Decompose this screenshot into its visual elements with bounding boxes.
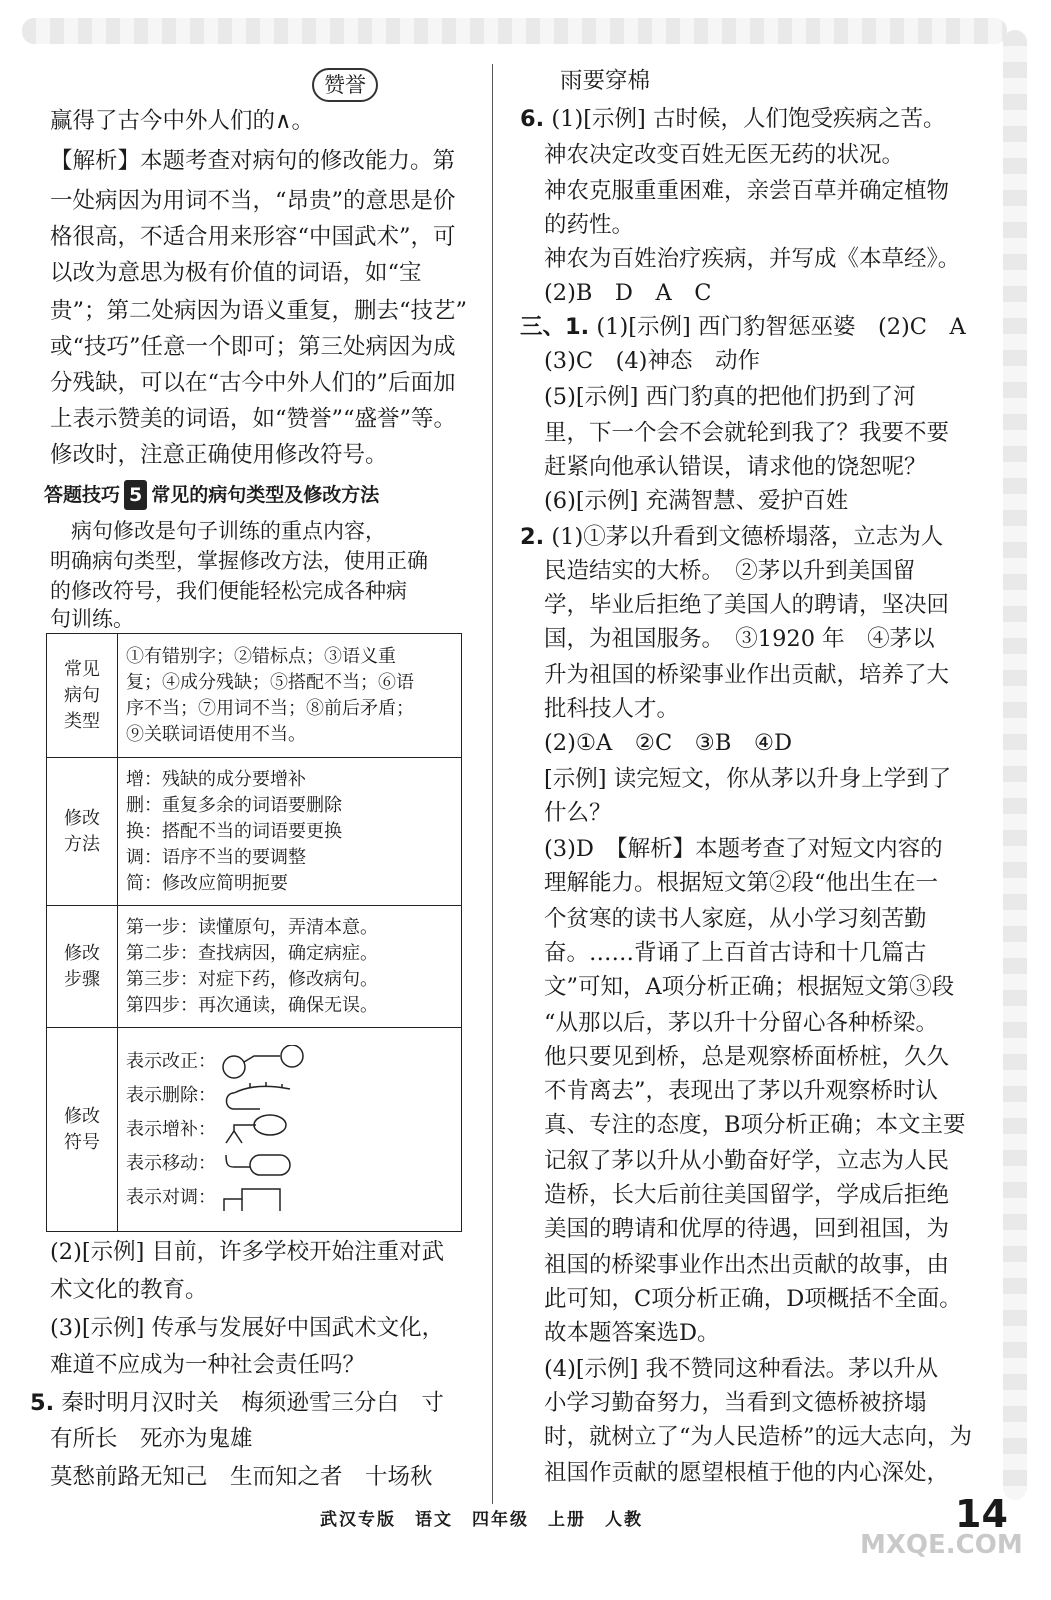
left-line: (2)[示例] 目前，许多学校开始注重对武 <box>50 1239 445 1265</box>
page-footer: 武汉专版 语文 四年级 上册 人教 <box>320 1510 643 1530</box>
right-line: “从那以后，茅以升十分留心各种桥梁。 <box>544 1010 939 1036</box>
left-line: 以改为意思为极有价值的词语，如“宝 <box>50 260 422 286</box>
watermark: MXQE.COM <box>860 1530 1023 1560</box>
left-line: 一处病因为用词不当，“昂贵”的意思是价 <box>50 188 456 214</box>
table-row <box>47 758 462 906</box>
right-line: (2)①A ②C ③B ④D <box>544 730 793 756</box>
left-line: 术文化的教育。 <box>50 1277 208 1303</box>
left-line: 贵”；第二处病因为语义重复，删去“技艺” <box>50 298 468 324</box>
right-line: 祖国的桥梁事业作出杰出贡献的故事，由 <box>544 1252 950 1278</box>
sentence-error-types: ①有错别字；②错标点；③语义重 复；④成分残缺；⑤搭配不当；⑥语 序不当；⑦用词不当；⑧前后矛盾； ⑨关联词语使用不当。 <box>118 634 462 758</box>
revision-steps: 第一步：读懂原句，弄清本意。 第二步：查找病因，确定病症。 第三步：对症下药，修改病句。 第四步：再次通读，确保无误。 <box>118 906 462 1028</box>
right-line: (4)[示例] 我不赞同这种看法。茅以升从 <box>544 1356 939 1382</box>
swap-symbol-icon <box>220 1181 330 1215</box>
revision-symbols <box>118 1028 462 1232</box>
tip-prefix: 答题技巧 <box>44 484 121 506</box>
page-number: 14 <box>955 1492 1008 1536</box>
question-number: 5. <box>30 1390 55 1416</box>
question-6: 6. (1)[示例] 古时候，人们饱受疾病之苦。 <box>520 106 946 132</box>
right-line: (5)[示例] 西门豹真的把他们扔到了河 <box>544 384 916 410</box>
question-5: 5. 秦时明月汉时关 梅须逊雪三分白 寸 <box>30 1390 444 1416</box>
left-line: 格很高，不适合用来形容“中国武术”，可 <box>50 224 456 250</box>
correct-symbol-icon <box>220 1045 330 1079</box>
left-line: 莫愁前路无知己 生而知之者 十场秋 <box>50 1464 433 1490</box>
right-line: 记叙了茅以升从小勤奋好学，立志为人民 <box>544 1148 950 1174</box>
symbol-row: 表示对调： <box>126 1181 453 1215</box>
tip-heading <box>44 480 379 510</box>
delete-symbol-icon <box>220 1079 330 1113</box>
question-number: 6. <box>520 106 545 132</box>
left-line: 修改时，注意正确使用修改符号。 <box>50 442 388 468</box>
symbol-row: 表示移动： <box>126 1147 453 1181</box>
right-line: 时，就树立了“为人民造桥”的远大志向，为 <box>544 1424 973 1450</box>
right-line: [示例] 读完短文，你从茅以升身上学到了 <box>544 766 952 792</box>
row-label: 常见 病句 类型 <box>47 634 118 758</box>
right-line: 文”可知，A项分析正确；根据短文第③段 <box>544 974 955 1000</box>
right-line: 此可知，C项分析正确，D项概括不全面。 <box>544 1286 962 1312</box>
question-number: 2. <box>520 524 545 550</box>
tip-intro-line: 的修改符号，我们便能轻松完成各种病 <box>50 579 407 603</box>
right-line: 国，为祖国服务。 ③1920 年 ④茅以 <box>544 626 935 652</box>
symbol-row: 表示增补： <box>126 1113 453 1147</box>
right-line: 理解能力。根据短文第②段“他出生在一 <box>544 870 939 896</box>
right-line: 里，下一个会不会就轮到我了？我要不要 <box>544 420 950 446</box>
right-line: (3)C (4)神态 动作 <box>544 348 760 374</box>
tip-intro-line: 病句修改是句子训练的重点内容， <box>50 519 386 543</box>
right-line: (2)B D A C <box>544 280 712 306</box>
right-line: 祖国作贡献的愿望根植于他的内心深处， <box>544 1460 950 1486</box>
question-2: 2. (1)①茅以升看到文德桥塌落，立志为人 <box>520 524 944 550</box>
right-line: 小学习勤奋努力，当看到文德桥被挤塌 <box>544 1390 927 1416</box>
symbol-row: 表示删除： <box>126 1079 453 1113</box>
table-row <box>47 1028 462 1232</box>
left-line: 上表示赞美的词语，如“赞誉”“盛誉”等。 <box>50 406 457 432</box>
table-row <box>47 634 462 758</box>
left-line: 赢得了古今中外人们的∧。 <box>50 108 314 134</box>
right-line: 神农克服重重困难，亲尝百草并确定植物 <box>544 178 950 204</box>
move-symbol-icon <box>220 1147 330 1181</box>
right-line: 美国的聘请和优厚的待遇，回到祖国，为 <box>544 1216 950 1242</box>
left-line: (3)[示例] 传承与发展好中国武术文化， <box>50 1315 445 1341</box>
row-label: 修改 符号 <box>47 1028 118 1232</box>
column-divider <box>492 64 493 1504</box>
revision-rules-table <box>46 633 462 1232</box>
revision-methods: 增：残缺的成分要增补 删：重复多余的词语要删除 换：搭配不当的词语要更换 调：语序不当的要调整 简：修改应简明扼要 <box>118 758 462 906</box>
left-line: 【解析】本题考查对病句的修改能力。第 <box>50 148 456 174</box>
right-line: (6)[示例] 充满智慧、爱护百姓 <box>544 488 849 514</box>
tip-title: 常见的病句类型及修改方法 <box>151 484 380 506</box>
right-line: 升为祖国的桥梁事业作出贡献，培养了大 <box>544 662 950 688</box>
right-line: 雨要穿棉 <box>560 68 651 94</box>
right-line: 什么？ <box>544 800 612 826</box>
right-line: 真、专注的态度，B项分析正确；本文主要 <box>544 1112 966 1138</box>
row-label: 修改 步骤 <box>47 906 118 1028</box>
table-row <box>47 906 462 1028</box>
tip-number-badge: 5 <box>124 480 147 510</box>
decorative-right-border <box>1003 30 1027 1500</box>
section-3: 三、1. (1)[示例] 西门豹智惩巫婆 (2)C A <box>520 314 966 340</box>
right-line: 奋。……背诵了上百首古诗和十几篇古 <box>544 940 927 966</box>
right-line: 神农为百姓治疗疾病，并写成《本草经》。 <box>544 246 961 272</box>
right-line: 不肯离去”，表现出了茅以升观察桥时认 <box>544 1078 939 1104</box>
right-line: 批科技人才。 <box>544 696 680 722</box>
correction-bubble: 赞誉 <box>312 68 378 102</box>
right-line: (3)D 【解析】本题考查了对短文内容的 <box>544 836 943 862</box>
right-line: 个贫寒的读书人家庭，从小学习刻苦勤 <box>544 906 927 932</box>
row-label: 修改 方法 <box>47 758 118 906</box>
right-line: 的药性。 <box>544 212 635 238</box>
right-line: 他只要见到桥，总是观察桥面桥桩，久久 <box>544 1044 950 1070</box>
right-line: 民造结实的大桥。 ②茅以升到美国留 <box>544 558 916 584</box>
right-line: 赶紧向他承认错误，请求他的饶恕呢？ <box>544 454 927 480</box>
tip-intro-line: 句训练。 <box>50 607 134 631</box>
right-line: 故本题答案选D。 <box>544 1320 720 1346</box>
left-line: 难道不应成为一种社会责任吗？ <box>50 1352 366 1378</box>
right-line: 学，毕业后拒绝了美国人的聘请，坚决回 <box>544 592 950 618</box>
left-line: 有所长 死亦为鬼雄 <box>50 1426 253 1452</box>
tip-intro-line: 明确病句类型，掌握修改方法，使用正确 <box>50 549 428 573</box>
insert-symbol-icon <box>220 1113 330 1147</box>
right-line: 造桥，长大后前往美国留学，学成后拒绝 <box>544 1182 950 1208</box>
left-line: 或“技巧”任意一个即可；第三处病因为成 <box>50 334 456 360</box>
section-label: 三、1. <box>520 314 590 340</box>
right-line: 神农决定改变百姓无医无药的状况。 <box>544 142 905 168</box>
decorative-top-border <box>22 18 1007 44</box>
left-line: 分残缺，可以在“古今中外人们的”后面加 <box>50 370 456 396</box>
symbol-row: 表示改正： <box>126 1045 453 1079</box>
